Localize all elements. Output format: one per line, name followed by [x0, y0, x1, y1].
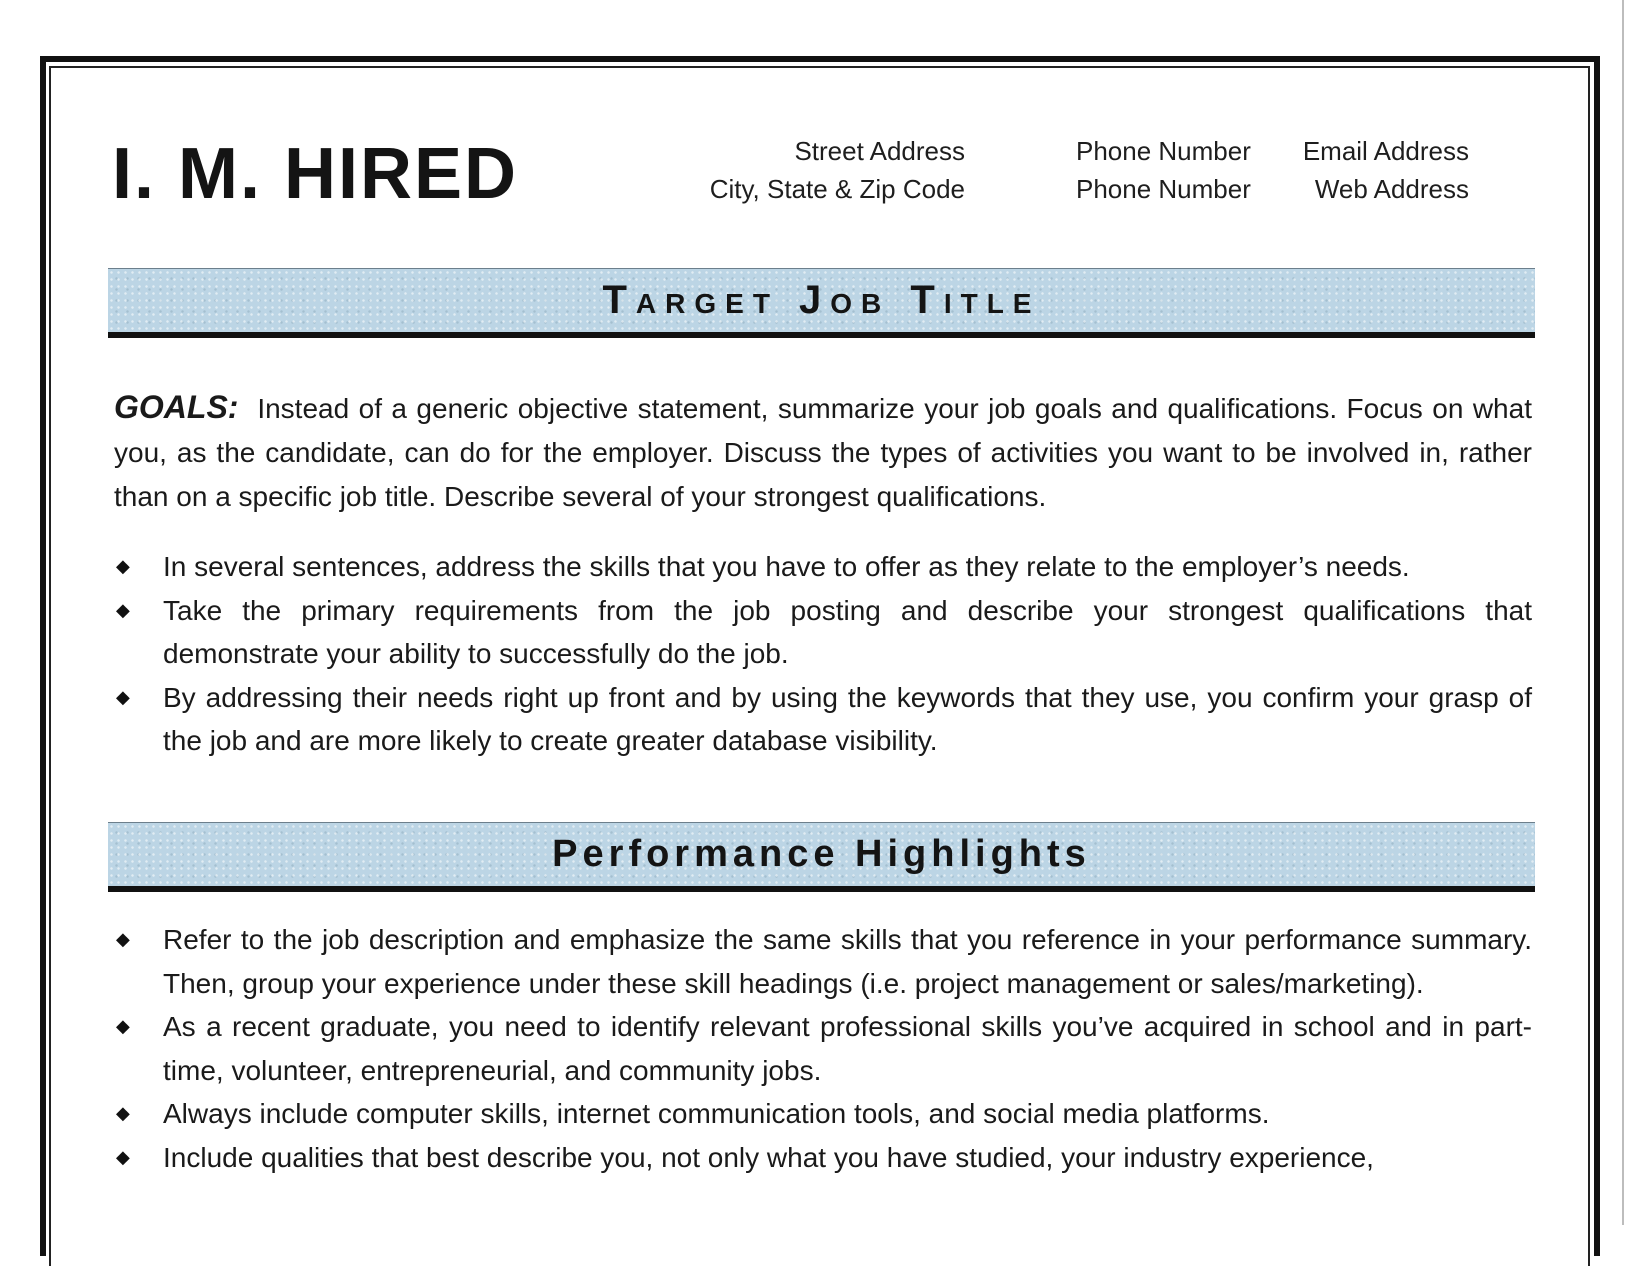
bullet-icon: ◆ [116, 1146, 130, 1167]
web-address: Web Address [1314, 174, 1469, 204]
list-item [114, 676, 1532, 763]
candidate-name: I. M. HIRED [112, 134, 519, 214]
scan-edge [1622, 0, 1624, 1225]
goals-paragraph [114, 385, 1532, 519]
list-item-text: Take the primary requirements from the job posting and describe your strongest qualifications that demonstrate your ability to successfully do the job. [163, 594, 1532, 669]
phone-number-2: Phone Number [1076, 174, 1251, 204]
target-job-title-heading: Target Job Title [602, 278, 1041, 322]
bullet-icon: ◆ [116, 686, 130, 707]
list-item-text: Refer to the job description and emphasize the same skills that you reference in your performance summary. Then, group your experience under these skill headings (i.e. project management or sales/marketing). [163, 924, 1532, 999]
goals-text: Instead of a generic objective statement, summarize your job goals and qualifications. Focus on what you, as the candidate, can do for the employer. Discuss the types of activities you want to be involved in, rather than on a specific job title. Describe several of your strongest qualifications. [114, 393, 1532, 512]
list-item-text: Always include computer skills, internet communication tools, and social media platforms. [163, 1098, 1270, 1129]
list-item-text: Include qualities that best describe you, not only what you have studied, your industry experience, [163, 1141, 1374, 1173]
bullet-icon: ◆ [116, 1103, 130, 1123]
list-item-text: By addressing their needs right up front and by using the keywords that they use, you confirm your grasp of the job and are more likely to create greater database visibility. [163, 681, 1532, 756]
goals-label: GOALS: [114, 389, 239, 425]
target-job-title-bar [108, 268, 1535, 338]
contact-online [1303, 132, 1469, 208]
contact-phones [1076, 132, 1251, 208]
contact-address [710, 132, 965, 208]
bullet-icon: ◆ [116, 556, 130, 576]
bullet-icon: ◆ [116, 1016, 130, 1036]
street-address: Street Address [794, 136, 965, 166]
phone-number-1: Phone Number [1076, 136, 1251, 166]
performance-highlights-heading: Performance Highlights [552, 833, 1091, 875]
target-bullet-list [114, 545, 1532, 763]
list-item [114, 1005, 1532, 1092]
list-item [114, 589, 1532, 676]
list-item-text: As a recent graduate, you need to identify relevant professional skills you’ve acquired in school and in part-time, volunteer, entrepreneurial, and community jobs. [163, 1011, 1532, 1086]
list-item [114, 1092, 1532, 1136]
performance-bullet-list [114, 918, 1532, 1179]
bullet-icon: ◆ [116, 929, 130, 949]
performance-highlights-bar [108, 822, 1535, 892]
list-item [114, 1136, 1532, 1180]
list-item [114, 918, 1532, 1005]
list-item [114, 545, 1532, 589]
list-item-text: In several sentences, address the skills that you have to offer as they relate to the employer’s needs. [163, 551, 1410, 582]
city-state-zip: City, State & Zip Code [709, 174, 965, 204]
email-address: Email Address [1302, 136, 1469, 166]
bullet-icon: ◆ [116, 599, 130, 620]
